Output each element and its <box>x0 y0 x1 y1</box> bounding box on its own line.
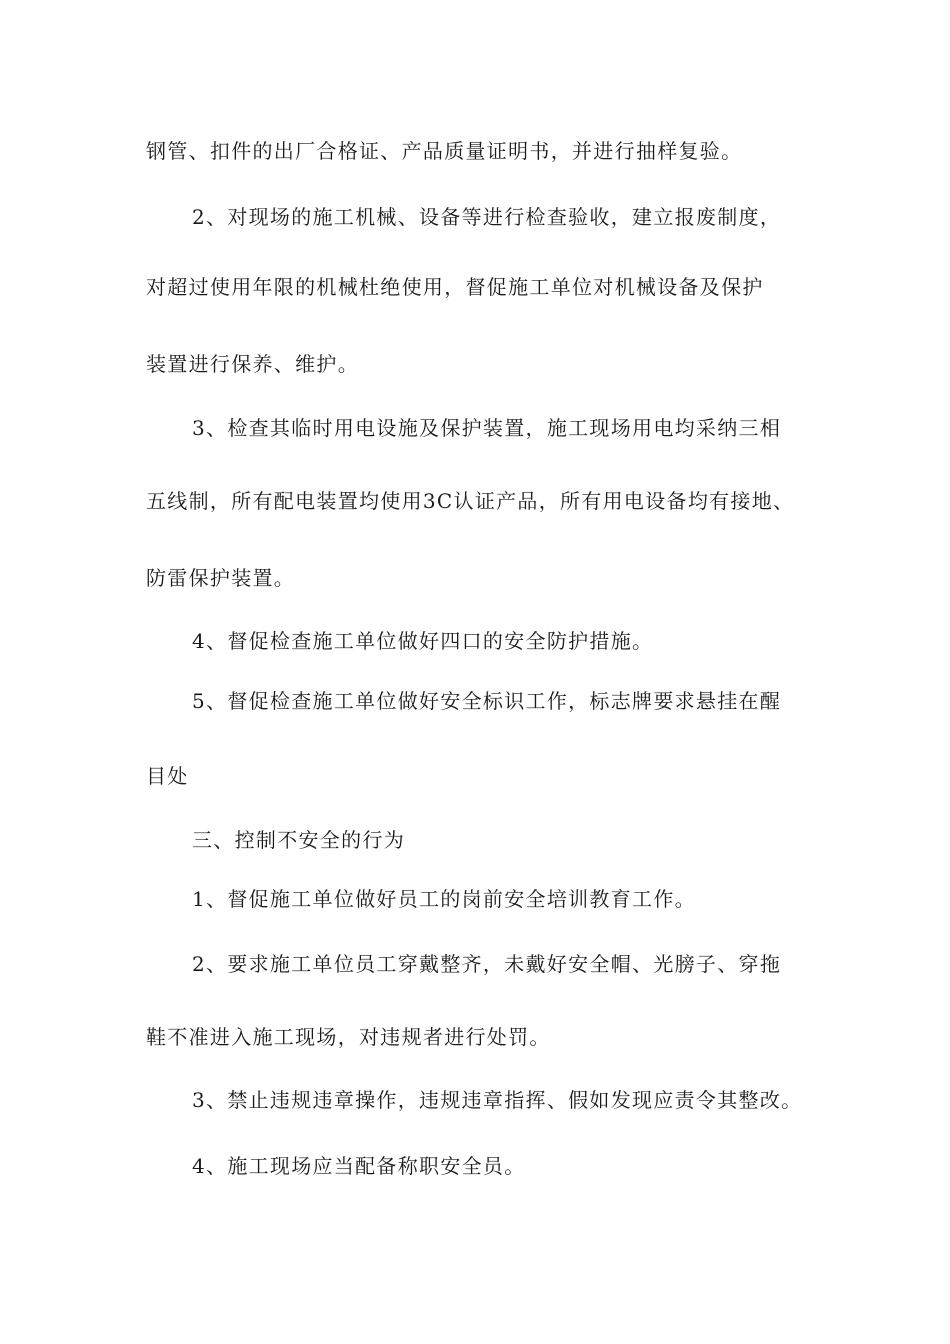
paragraph-line: 目处 <box>146 764 189 788</box>
paragraph-line: 3、检查其临时用电设施及保护装置，施工现场用电均采纳三相 <box>192 416 782 440</box>
paragraph-line: 鞋不准进入施工现场，对违规者进行处罚。 <box>146 1025 551 1049</box>
paragraph-line: 4、施工现场应当配备称职安全员。 <box>192 1154 526 1178</box>
paragraph-line: 钢管、扣件的出厂合格证、产品质量证明书，并进行抽样复验。 <box>146 139 743 163</box>
paragraph-line: 防雷保护装置。 <box>146 566 296 590</box>
paragraph-line: 对超过使用年限的机械杜绝使用，督促施工单位对机械设备及保护 <box>146 275 764 299</box>
paragraph-line: 3、禁止违规违章操作，违规违章指挥、假如发现应责令其整改。 <box>192 1088 803 1112</box>
paragraph-line: 2、对现场的施工机械、设备等进行检查验收，建立报废制度， <box>192 205 782 229</box>
paragraph-line: 2、要求施工单位员工穿戴整齐，未戴好安全帽、光膀子、穿拖 <box>192 952 782 976</box>
paragraph-line: 1、督促施工单位做好员工的岗前安全培训教育工作。 <box>192 887 696 911</box>
paragraph-line: 五线制，所有配电装置均使用3C认证产品，所有用电设备均有接地、 <box>146 489 795 513</box>
paragraph-line: 4、督促检查施工单位做好四口的安全防护措施。 <box>192 629 654 653</box>
paragraph-line: 5、督促检查施工单位做好安全标识工作，标志牌要求悬挂在醒 <box>192 689 782 713</box>
section-heading: 三、控制不安全的行为 <box>192 828 405 852</box>
paragraph-line: 装置进行保养、维护。 <box>146 352 359 376</box>
